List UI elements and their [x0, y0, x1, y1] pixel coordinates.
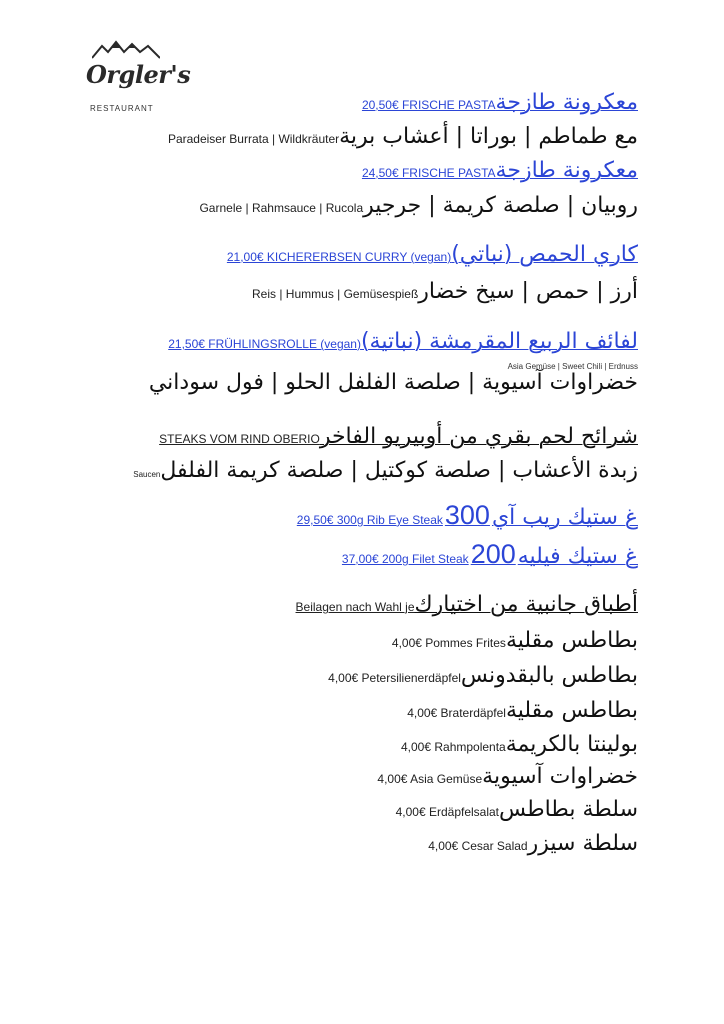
german-title: Beilagen nach Wahl je: [295, 600, 415, 614]
menu-desc-pasta-1: [168, 124, 638, 149]
arabic-desc: مع طماطم | بوراتا | أعشاب برية: [339, 124, 638, 149]
arabic-title: معكرونة طازجة: [495, 158, 638, 183]
logo-wordmark: Orgler's: [86, 60, 191, 89]
arabic-desc: روبيان | صلصة كريمة | جرجير: [363, 193, 638, 218]
side-item: [428, 831, 638, 856]
side-price: 4,00€ Pommes Frites: [391, 636, 506, 650]
side-price: 4,00€ Asia Gemüse: [377, 772, 483, 786]
arabic-title: غ ستيك فيليه: [517, 544, 638, 569]
side-arabic: سلطة بطاطس: [499, 797, 638, 822]
side-price: 4,00€ Cesar Salad: [428, 839, 528, 853]
arabic-title: شرائح لحم بقري من أوبيريو الفاخر: [319, 424, 638, 449]
side-price: 4,00€ Erdäpfelsalat: [395, 805, 500, 819]
arabic-title: لفائف الربيع المقرمشة (نباتية): [360, 329, 638, 354]
side-item: [328, 663, 638, 688]
arabic-desc: زبدة الأعشاب | صلصة كوكتيل | صلصة كريمة الفلفل: [160, 458, 638, 483]
arabic-title: كاري الحمص (نباتي): [451, 242, 638, 267]
price-label: 24,50€ FRISCHE PASTA: [361, 166, 496, 180]
menu-item-pasta-1: [362, 90, 638, 115]
price-label: 20,50€ FRISCHE PASTA: [361, 98, 496, 112]
weight-number: 300: [444, 500, 490, 530]
german-desc: Saucen: [133, 470, 161, 479]
side-price: 4,00€ Petersilienerdäpfel: [328, 671, 461, 685]
menu-item-curry: [227, 242, 638, 267]
side-arabic: بطاطس مقلية: [505, 698, 638, 723]
sides-header: [296, 592, 638, 617]
menu-desc-steaks: [133, 458, 638, 483]
price-label: 37,00€ 200g Filet Steak: [341, 552, 469, 566]
side-item: [392, 628, 638, 653]
side-price: 4,00€ Rahmpolenta: [400, 740, 506, 754]
arabic-desc: خضراوات آسيوية | صلصة الفلفل الحلو | فول سوداني: [148, 370, 638, 395]
menu-desc-pasta-2: [199, 193, 638, 218]
side-arabic: بولينتا بالكريمة: [505, 732, 638, 757]
side-item: [407, 698, 638, 723]
side-arabic: سلطة سيزر: [527, 831, 638, 856]
german-desc: Garnele | Rahmsauce | Rucola: [199, 201, 364, 215]
price-label: 21,50€ FRÜHLINGSROLLE (vegan): [168, 337, 361, 351]
mountains-icon: [92, 40, 160, 60]
side-arabic: خضراوات آسيوية: [482, 764, 638, 789]
restaurant-logo: [86, 40, 191, 120]
german-desc: Paradeiser Burrata | Wildkräuter: [167, 132, 340, 146]
menu-item-spring-rolls: [168, 329, 638, 354]
menu-item-steaks: [159, 424, 638, 449]
side-price: 4,00€ Braterdäpfel: [407, 706, 506, 720]
price-label: 29,50€ 300g Rib Eye Steak: [296, 513, 443, 527]
spring-rolls-note: Asia Gemüse | Sweet Chili | Erdnuss: [507, 362, 638, 371]
price-label: 21,00€ KICHERERBSEN CURRY (vegan): [226, 250, 452, 264]
side-item: [401, 732, 638, 757]
german-title: STEAKS VOM RIND OBERIO: [159, 432, 320, 446]
menu-desc-spring-rolls: [149, 370, 638, 395]
weight-number: 200: [470, 539, 516, 569]
arabic-title: معكرونة طازجة: [495, 90, 638, 115]
menu-item-rib-eye: [297, 500, 638, 531]
german-desc: Reis | Hummus | Gemüsespieß: [252, 287, 419, 301]
logo-subtitle: RESTAURANT: [90, 104, 154, 113]
side-item: [377, 764, 638, 789]
arabic-title: أطباق جانبية من اختيارك: [414, 592, 638, 617]
side-arabic: بطاطس بالبقدونس: [460, 663, 638, 688]
menu-desc-curry: [252, 279, 638, 304]
side-item: [396, 797, 638, 822]
arabic-title: غ ستيك ريب آي: [491, 505, 638, 530]
side-arabic: بطاطس مقلية: [505, 628, 638, 653]
menu-item-filet: [342, 539, 638, 570]
menu-item-pasta-2: [362, 158, 638, 183]
arabic-desc: أرز | حمص | سيخ خضار: [418, 279, 638, 304]
